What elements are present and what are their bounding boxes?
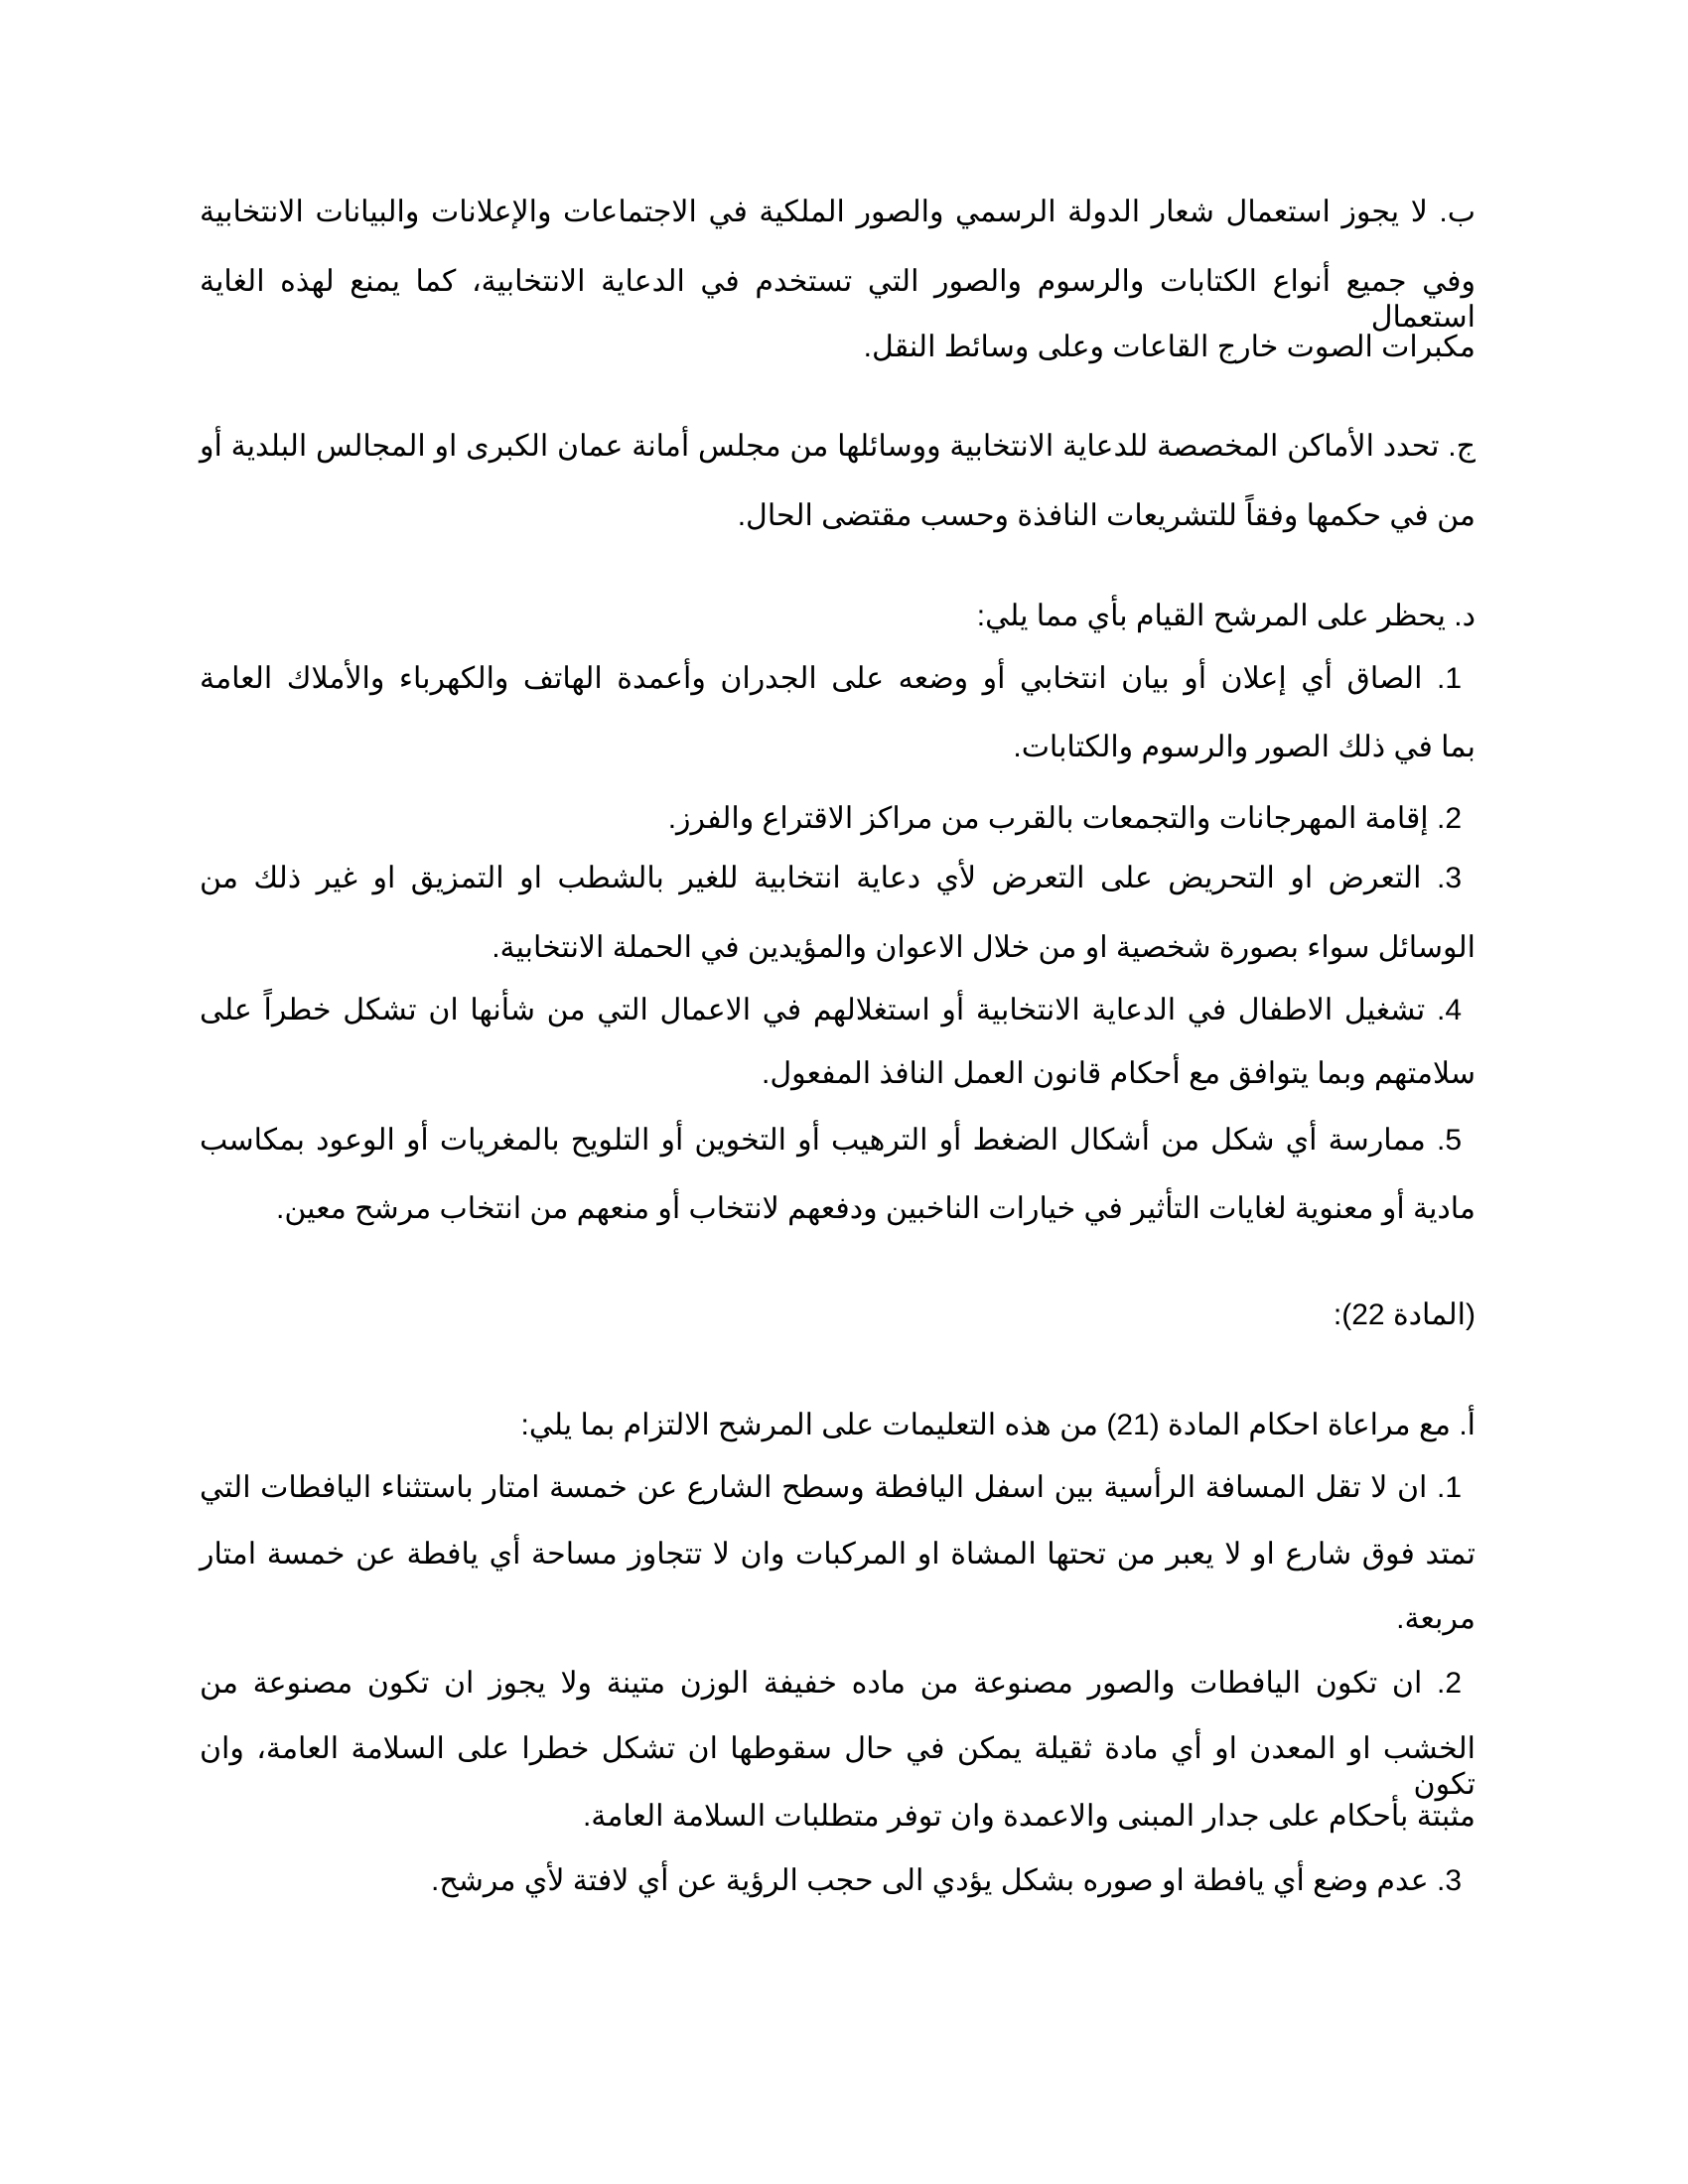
paragraph-d-heading: د. يحظر على المرشح القيام بأي مما يلي: [976,600,1476,632]
list-item-continuation: الخشب او المعدن او أي مادة ثقيلة يمكن في حال سقوطها ان تشكل خطرا على السلامة العامة، وان تكون [200,1732,1476,1801]
list-item: 2. ان تكون اليافطات والصور مصنوعة من ماده خفيفة الوزن متينة ولا يجوز ان تكون مصنوعة من [200,1667,1462,1700]
paragraph-j-line: من في حكمها وفقاً للتشريعات النافذة وحسب مقتضى الحال. [737,499,1476,532]
paragraph-b-line: وفي جميع أنواع الكتابات والرسوم والصور التي تستخدم في الدعاية الانتخابية، كما يمنع لهذه الغاية استعمال [200,265,1476,334]
paragraph-a-heading: أ. مع مراعاة احكام المادة (21) من هذه التعليمات على المرشح الالتزام بما يلي: [520,1409,1476,1441]
list-item-continuation: مادية أو معنوية لغايات التأثير في خيارات الناخبين ودفعهم لانتخاب أو منعهم من انتخاب مرشح معين. [276,1192,1476,1225]
list-item: 3. التعرض او التحريض على التعرض لأي دعاية انتخابية للغير بالشطب او التمزيق او غير ذلك من [200,862,1462,894]
list-item-continuation: الوسائل سواء بصورة شخصية او من خلال الاعوان والمؤيدين في الحملة الانتخابية. [492,931,1476,964]
paragraph-b-line: ب. لا يجوز استعمال شعار الدولة الرسمي والصور الملكية في الاجتماعات والإعلانات والبيانات الانتخابية [200,196,1476,228]
list-item: 4. تشغيل الاطفال في الدعاية الانتخابية أو استغلالهم في الاعمال التي من شأنها ان تشكل خطراً على [200,994,1462,1026]
list-item: 2. إقامة المهرجانات والتجمعات بالقرب من مراكز الاقتراع والفرز. [667,802,1462,835]
list-item-continuation: تمتد فوق شارع او لا يعبر من تحتها المشاة او المركبات وان لا تتجاوز مساحة أي يافطة عن خمسة امتار [200,1538,1476,1570]
list-item: 1. ان لا تقل المسافة الرأسية بين اسفل اليافطة وسطح الشارع عن خمسة امتار باستثناء اليافطات التي [200,1471,1462,1504]
paragraph-j-line: ج. تحدد الأماكن المخصصة للدعاية الانتخابية ووسائلها من مجلس أمانة عمان الكبرى او المجالس البلدية أو [200,430,1476,463]
paragraph-b-line: مكبرات الصوت خارج القاعات وعلى وسائط النقل. [863,331,1476,363]
list-item-continuation: مثبتة بأحكام على جدار المبنى والاعمدة وان توفر متطلبات السلامة العامة. [582,1800,1476,1833]
list-item-continuation: سلامتهم وبما يتوافق مع أحكام قانون العمل النافذ المفعول. [762,1057,1476,1090]
list-item: 1. الصاق أي إعلان أو بيان انتخابي أو وضعه على الجدران وأعمدة الهاتف والكهرباء والأملاك العامة [200,662,1462,695]
list-item: 3. عدم وضع أي يافطة او صوره بشكل يؤدي الى حجب الرؤية عن أي لافتة لأي مرشح. [431,1864,1462,1897]
list-item-continuation: مربعة. [1396,1602,1476,1635]
list-item-continuation: بما في ذلك الصور والرسوم والكتابات. [1013,731,1476,763]
list-item: 5. ممارسة أي شكل من أشكال الضغط أو الترهيب أو التخوين أو التلويح بالمغريات أو الوعود بمكاسب [200,1124,1462,1157]
article-heading: (المادة 22): [1333,1298,1476,1331]
